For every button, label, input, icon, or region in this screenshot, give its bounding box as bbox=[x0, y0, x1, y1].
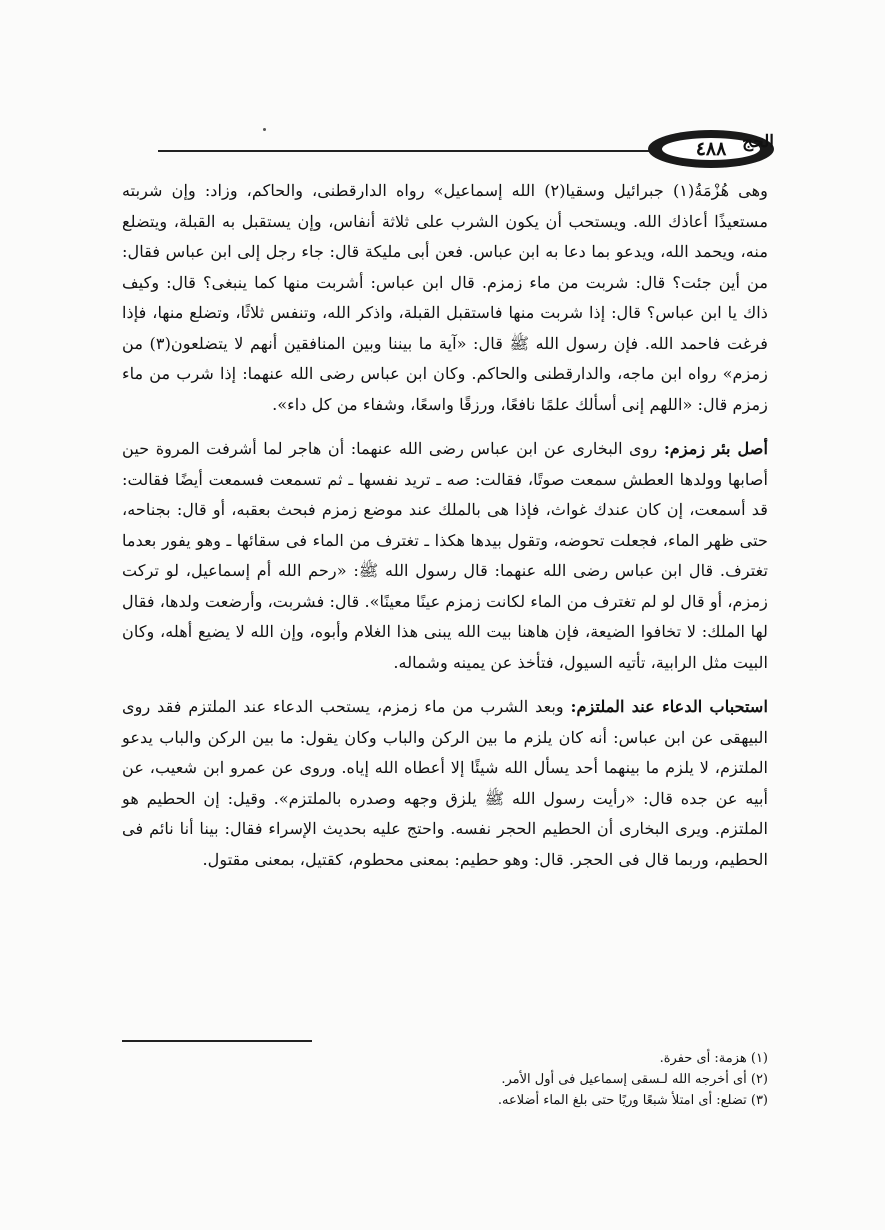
header-rule bbox=[158, 150, 656, 152]
section-heading-multazam: استحباب الدعاء عند الملتزم: bbox=[570, 697, 768, 716]
footnote-1: (١) هزمة: أى حفرة. bbox=[659, 1051, 768, 1066]
chapter-title: الحج bbox=[742, 132, 774, 152]
paragraph-multazam bbox=[122, 692, 768, 875]
section-heading-zamzam-origin: أصل بئر زمزم: bbox=[663, 439, 768, 458]
page-number: ٤٨٨ bbox=[660, 136, 762, 162]
paragraph-text: روى البخارى عن ابن عباس رضى الله عنهما: أن هاجر لما أشرفت المروة حين أصابها وولدها العطش سمعت صوتًا، فقالت: صه ـ تريد نفسها ـ ثم تسمعت فسمعت أيضًا فقالت: قد أسمعت، إن كان عندك غواث، فإذا هى بالملك عند موضع زمزم فبحث بعقبه، أو قال: بجناحه، حتى ظهر الماء، فجعلت تحوضه، وتقول بيدها هكذا ـ تغترف من الماء فى سقائها ـ وهو يفور بعدما تغترف. قال ابن عباس رضى الله عنهما: قال رسول الله ﷺ: «رحم الله أم إسماعيل، لو تركت زمزم، أو قال لو لم تغترف من الماء لكانت زمزم عينًا معينًا». قال: فشربت، وأرضعت ولدها، فقال لها الملك: لا تخافوا الضيعة، فإن هاهنا بيت الله يبنى هذا الغلام وأبوه، وإن الله لا يضيع أهله، وكان البيت مثل الرابية، تأتيه السيول، فتأخذ عن يمينه وشماله. bbox=[122, 439, 768, 672]
paragraph-zamzam-drinking: وهى هُزْمَةُ(١) جبرائيل وسقيا(٢) الله إسماعيل» رواه الدارقطنى، والحاكم، وزاد: وإن شربته مستعيذًا أعاذك الله. ويستحب أن يكون الشرب على ثلاثة أنفاس، وإن يستقبل به القبلة، ويتضلع منه، ويحمد الله، ويدعو بما دعا به ابن عباس. فعن أبى مليكة قال: جاء رجل إلى ابن عباس فقال: من أين جئت؟ قال: شربت من ماء زمزم. قال ابن عباس: أشربت منها كما ينبغى؟ قال: وكيف ذاك يا ابن عباس؟ قال: إذا شربت منها فاستقبل القبلة، واذكر الله، وتنفس ثلاثًا، وتضلع منها، فإذا فرغت فاحمد الله. فإن رسول الله ﷺ قال: «آية ما بيننا وبين المنافقين أنهم لا يتضلعون(٣) من زمزم» رواه ابن ماجه، والدارقطنى والحاكم. وكان ابن عباس رضى الله عنهما: إذا شرب من ماء زمزم قال: «اللهم إنى أسألك علمًا نافعًا، ورزقًا واسعًا، وشفاء من كل داء». bbox=[122, 181, 769, 414]
footnote-list bbox=[122, 1048, 768, 1111]
footnote-2: (٢) أى أخرجه الله لـسقى إسماعيل فى أول الأمر. bbox=[501, 1072, 768, 1087]
paragraph-text: وبعد الشرب من ماء زمزم، يستحب الدعاء عند الملتزم فقد روى البيهقى عن ابن عباس: أنه كان يلزم ما بين الركن والباب وكان يقول: ما بين الركن والباب يدعو الملتزم، لا يلزم ما بينهما أحد يسأل الله شيئًا إلا أعطاه الله إياه. وروى عن عمرو ابن شعيب، عن أبيه عن جده قال: «رأيت رسول الله ﷺ يلزق وجهه وصدره بالملتزم». وقيل: إن الحطيم هو الملتزم. ويرى البخارى أن الحطيم الحجر نفسه. واحتج عليه بحديث الإسراء فقال: بينا أنا نائم فى الحطيم، وربما قال فى الحجر. قال: وهو حطيم: بمعنى محطوم، كقتيل، بمعنى مقتول. bbox=[122, 697, 768, 869]
paragraph-zamzam-origin bbox=[122, 434, 768, 678]
body-text bbox=[122, 176, 768, 875]
footnote-3: (٣) تضلع: أى امتلأ شبعًا وريًا حتى بلغ الماء أضلاعه. bbox=[497, 1093, 768, 1108]
page-header bbox=[118, 128, 774, 174]
footnote-rule bbox=[122, 1040, 312, 1042]
